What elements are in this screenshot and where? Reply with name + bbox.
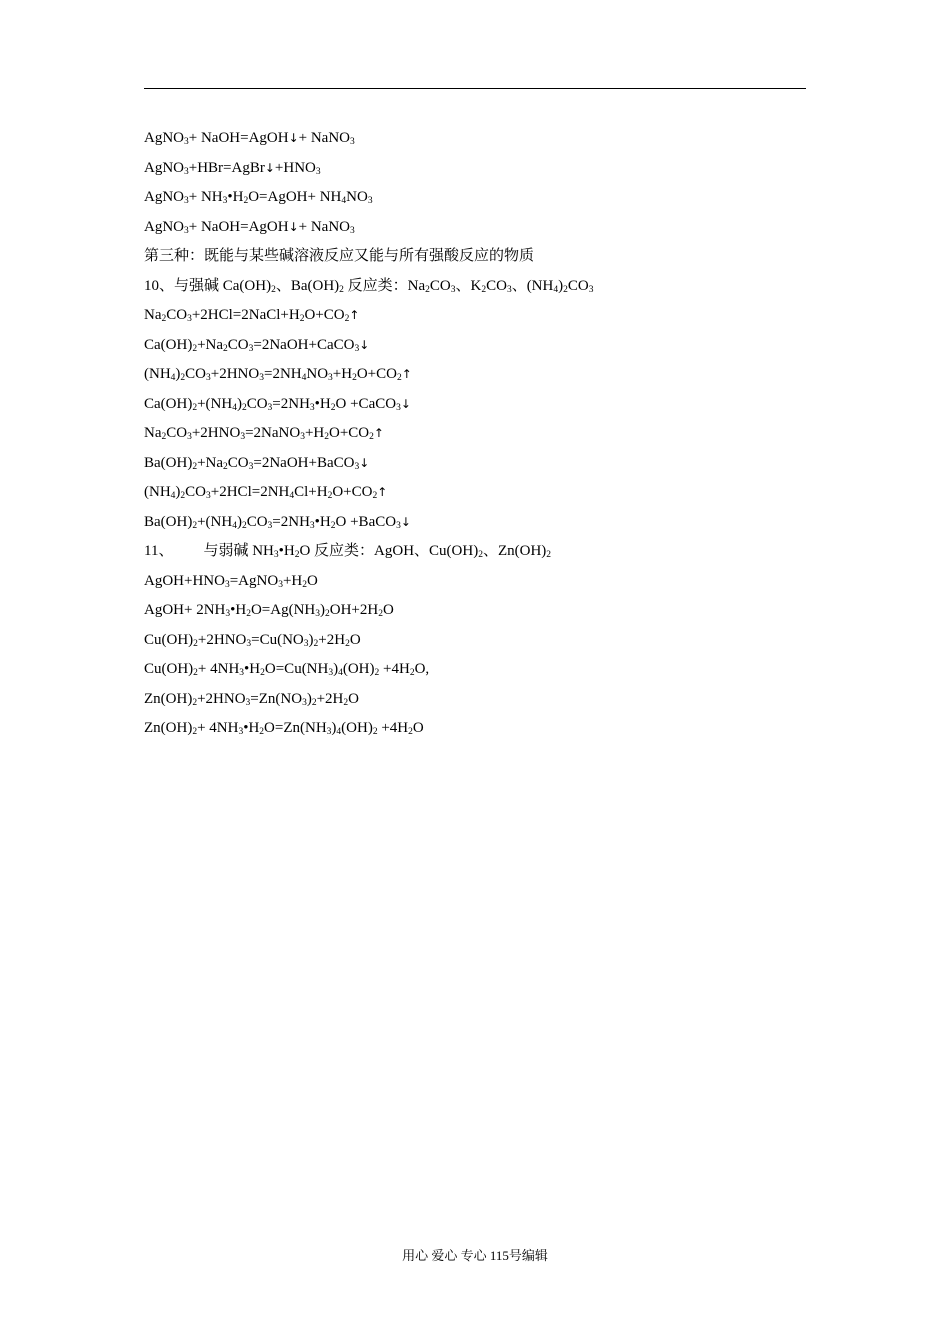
text-run: •H [314,395,331,412]
text-run: =2NH [263,366,302,382]
subscript: 4 [232,520,237,531]
text-run: +H [332,366,353,382]
subscript: 2 [223,343,228,354]
subscript: 2 [192,343,198,354]
text-run: =Zn(NO [250,690,303,707]
subscript: 3 [328,668,334,678]
subscript: 3 [225,609,231,619]
eq-na2co3-hno3 [144,419,806,449]
text-run: O [348,690,359,707]
subscript: 2 [563,284,568,295]
heading-third-kind [144,242,806,272]
text-run: O, [414,661,430,677]
subscript: 4 [232,402,237,413]
text-run: + NaNO [298,218,351,235]
text-run: O [349,631,361,648]
text-run: CO [227,336,249,353]
text-run: 、(NH [511,277,554,294]
text-run: + NaOH=AgOH [188,130,289,146]
text-run: (NH [144,366,171,382]
subscript: 2 [302,579,307,590]
text-run: 、Zn(OH) [482,543,547,559]
text-run: 、K [455,277,482,294]
eq-agno3-naoh-2 [144,213,806,243]
gas-arrow-icon: ↑ [377,485,388,499]
subscript: 2 [325,609,330,619]
subscript: 4 [338,668,343,678]
text-run: ) [308,631,314,648]
text-run: O +BaCO [335,513,397,530]
subscript: 2 [271,284,276,295]
page-footer: 用心 爱心 专心 115号编辑 [402,1248,548,1263]
header-rule [144,88,806,89]
text-run: O+CO [356,366,397,382]
text-run: Ba(OH) [144,454,193,471]
text-run: ) [331,720,337,736]
subscript: 2 [339,284,344,295]
subscript: 2 [299,314,305,324]
text-run: •H [244,661,261,677]
gas-arrow-icon: ↑ [373,426,384,440]
text-run: +Na [197,336,224,353]
subscript: 4 [553,284,559,295]
subscript: 3 [267,520,273,531]
subscript: 3 [273,550,279,560]
subscript: 3 [259,373,264,383]
subscript: 3 [367,196,373,206]
precipitate-arrow-icon: ↓ [359,455,370,470]
subscript: 3 [245,697,251,708]
text-run: +(NH [197,395,233,412]
eq-agno3-nh3h2o [144,183,806,213]
subscript: 2 [546,550,552,560]
subscript: 3 [506,284,512,295]
subscript: 3 [238,727,244,737]
text-run: CO [166,307,188,323]
subscript: 3 [300,432,305,442]
subscript: 4 [341,196,347,206]
subscript: 3 [302,697,307,708]
text-run: O=Ag(NH [250,602,316,618]
subscript: 3 [450,284,456,295]
text-run: ) [236,513,242,530]
text-run: +2HNO [191,425,241,441]
text-run: O=AgOH+ NH [248,189,342,205]
precipitate-arrow-icon: ↓ [400,514,411,529]
subscript: 2 [396,373,402,383]
eq-na2co3-hcl [144,301,806,331]
subscript: 3 [187,432,192,442]
subscript: 3 [184,225,189,236]
subscript: 4 [170,491,176,501]
subscript: 3 [187,314,192,324]
subscript: 2 [241,520,247,531]
subscript: 2 [243,196,249,206]
text-run: 反应类：Na [343,277,426,294]
text-run: =AgNO [229,572,279,589]
subscript: 2 [192,697,198,708]
subscript: 2 [372,491,378,501]
eq-nh42co3-hno3 [144,360,806,390]
text-run: O +CaCO [335,395,397,412]
text-run: CO [185,484,207,500]
subscript: 2 [313,638,319,649]
text-run: + 4NH [197,720,239,736]
subscript: 2 [161,432,167,442]
subscript: 3 [267,402,273,413]
subscript: 3 [326,727,332,737]
text-run: =2NaOH+BaCO [253,454,355,471]
text-run: 10、与强碱 Ca(OH) [144,277,272,294]
text-run: + 4NH [197,661,240,677]
text-run: CO [166,425,188,441]
text-run: +2HNO [197,631,247,648]
precipitate-arrow-icon: ↓ [359,337,370,352]
text-run: CO [567,277,589,294]
text-run: Zn(OH) [144,690,193,707]
text-run: +H [304,425,325,441]
subscript: 3 [396,520,401,531]
eq-agno3-naoh-1 [144,124,806,154]
subscript: 3 [588,284,594,295]
subscript: 2 [311,697,317,708]
text-run: +2H [316,690,344,707]
subscript: 3 [246,638,252,649]
subscript: 4 [336,727,342,737]
text-run: +HNO [274,159,316,176]
eq-nh42co3-hcl [144,478,806,508]
subscript: 3 [184,137,189,147]
text-run: AgNO [144,218,184,235]
text-run: (NH [144,484,171,500]
eq-baoh2-na2co3 [144,449,806,479]
text-run: + NaNO [298,130,351,146]
subscript: 2 [180,373,186,383]
heading-11 [144,537,806,567]
subscript: 4 [289,491,295,501]
eq-caoh2-na2co3 [144,331,806,361]
subscript: 3 [354,343,360,354]
eq-baoh2-nh42co3 [144,508,806,538]
text-run: Zn(OH) [144,720,193,736]
subscript: 2 [192,461,198,472]
subscript: 2 [344,314,350,324]
text-run: AgOH+HNO [144,572,225,589]
subscript: 3 [354,461,360,472]
subscript: 3 [309,402,315,413]
eq-agoh-nh3h2o [144,596,806,626]
subscript: 2 [409,668,415,678]
eq-cuoh2-hno3 [144,626,806,656]
subscript: 2 [223,461,228,472]
precipitate-arrow-icon: ↓ [288,219,299,234]
text-run: =2NH [272,513,310,530]
text-run: 、Ba(OH) [275,277,340,294]
text-run: AgOH+ 2NH [144,602,226,618]
subscript: 2 [372,727,378,737]
document-body [144,124,806,744]
gas-arrow-icon: ↑ [349,308,360,322]
text-run: ) [558,277,564,294]
text-run: AgNO [144,189,184,205]
text-run: 11、 与弱碱 NH [144,543,274,559]
subscript: 2 [192,520,198,531]
subscript: 3 [328,373,333,383]
text-run: Ba(OH) [144,513,193,530]
subscript: 2 [246,609,251,619]
eq-cuoh2-nh3h2o [144,655,806,685]
eq-znoh2-hno3 [144,685,806,715]
subscript: 2 [193,668,198,678]
text-run: O 反应类：AgOH、Cu(OH) [299,543,479,559]
text-run: +2H [318,631,346,648]
subscript: 3 [224,579,230,590]
text-run: •H [314,513,331,530]
text-run: +4H [379,661,410,677]
text-run: =2NH [272,395,310,412]
text-run: O [306,572,318,589]
subscript: 2 [161,314,167,324]
text-run: O [412,720,424,736]
subscript: 3 [315,166,321,177]
eq-agno3-hbr [144,154,806,184]
text-run: NO [346,189,368,205]
text-run: O+CO [332,484,373,500]
text-run: •H [230,602,247,618]
text-run: =Cu(NO [251,631,304,648]
text-run: O [382,602,394,618]
heading-10 [144,272,806,302]
subscript: 4 [301,373,307,383]
eq-caoh2-nh42co3 [144,390,806,420]
subscript: 3 [206,491,211,501]
subscript: 3 [184,166,189,177]
text-run: Na [144,307,162,323]
text-run: CO [429,277,451,294]
subscript: 2 [260,668,265,678]
text-run: Ca(OH) [144,336,193,353]
subscript: 3 [303,638,309,649]
subscript: 2 [352,373,357,383]
precipitate-arrow-icon: ↓ [288,131,299,145]
text-run: 第三种：既能与某些碱溶液反应又能与所有强酸反应的物质 [144,248,535,264]
text-run: + NaOH=AgOH [188,218,289,235]
subscript: 2 [330,402,336,413]
text-run: +Na [197,454,224,471]
text-run: Ca(OH) [144,395,193,412]
text-run: OH+2H [329,602,379,618]
subscript: 3 [278,579,283,590]
subscript: 2 [259,727,265,737]
text-run: •H [243,720,260,736]
text-run: CO [246,513,268,530]
text-run: +2HCl=2NH [210,484,290,500]
subscript: 3 [206,373,211,383]
text-run: ) [320,602,326,618]
subscript: 3 [240,432,246,442]
subscript: 2 [378,609,383,619]
subscript: 2 [294,550,300,560]
text-run: ) [333,661,339,677]
subscript: 3 [309,520,315,531]
subscript: 2 [192,727,198,737]
text-run: +2HNO [197,690,246,707]
subscript: 3 [222,196,228,206]
gas-arrow-icon: ↑ [401,367,412,381]
subscript: 4 [170,373,176,383]
subscript: 2 [408,727,413,737]
text-run: =2NaNO [245,425,301,441]
text-run: Cl+H [294,484,328,500]
subscript: 2 [374,668,380,678]
subscript: 2 [192,402,198,413]
subscript: 2 [330,520,336,531]
subscript: 3 [315,609,321,619]
subscript: 2 [481,284,487,295]
text-run: (OH) [342,661,375,677]
subscript: 3 [350,137,355,147]
text-run: •H [227,189,244,205]
text-run: (OH) [341,720,373,736]
text-run: Cu(OH) [144,661,194,677]
subscript: 3 [184,196,189,206]
subscript: 2 [327,491,333,501]
text-run: AgNO [144,130,184,146]
subscript: 2 [241,402,247,413]
text-run: +2HNO [210,366,260,382]
subscript: 3 [248,343,254,354]
text-run: Na [144,425,162,441]
text-run: O=Cu(NH [264,661,329,677]
text-run: O+CO [304,307,345,323]
text-run: +2HCl=2NaCl+H [191,307,300,323]
subscript: 3 [248,461,254,472]
text-run: NO [306,366,329,382]
text-run: CO [185,366,207,382]
text-run: ) [236,395,242,412]
subscript: 2 [369,432,374,442]
text-run: =2NaOH+CaCO [253,336,355,353]
subscript: 2 [180,491,186,501]
text-run: ) [175,484,181,500]
subscript: 2 [425,284,430,295]
subscript: 2 [343,697,349,708]
text-run: + NH [188,189,223,205]
text-run: O+CO [328,425,370,441]
text-run: +(NH [197,513,233,530]
text-run: AgNO [144,159,184,176]
eq-znoh2-nh3h2o [144,714,806,744]
subscript: 3 [396,402,401,413]
subscript: 2 [478,550,483,560]
text-run: O=Zn(NH [264,720,327,736]
text-run: +4H [377,720,409,736]
precipitate-arrow-icon: ↓ [264,160,275,175]
subscript: 3 [350,225,355,236]
subscript: 2 [324,432,329,442]
subscript: 2 [345,638,350,649]
text-run: CO [246,395,268,412]
text-run: ) [306,690,312,707]
eq-agoh-hno3 [144,567,806,597]
text-run: Cu(OH) [144,631,194,648]
subscript: 3 [239,668,245,678]
precipitate-arrow-icon: ↓ [400,396,411,411]
text-run: CO [227,454,249,471]
text-run: CO [486,277,507,294]
subscript: 2 [193,638,198,649]
text-run: +H [282,572,303,589]
text-run: +HBr=AgBr [188,159,265,176]
text-run: •H [278,543,295,559]
text-run: ) [175,366,181,382]
